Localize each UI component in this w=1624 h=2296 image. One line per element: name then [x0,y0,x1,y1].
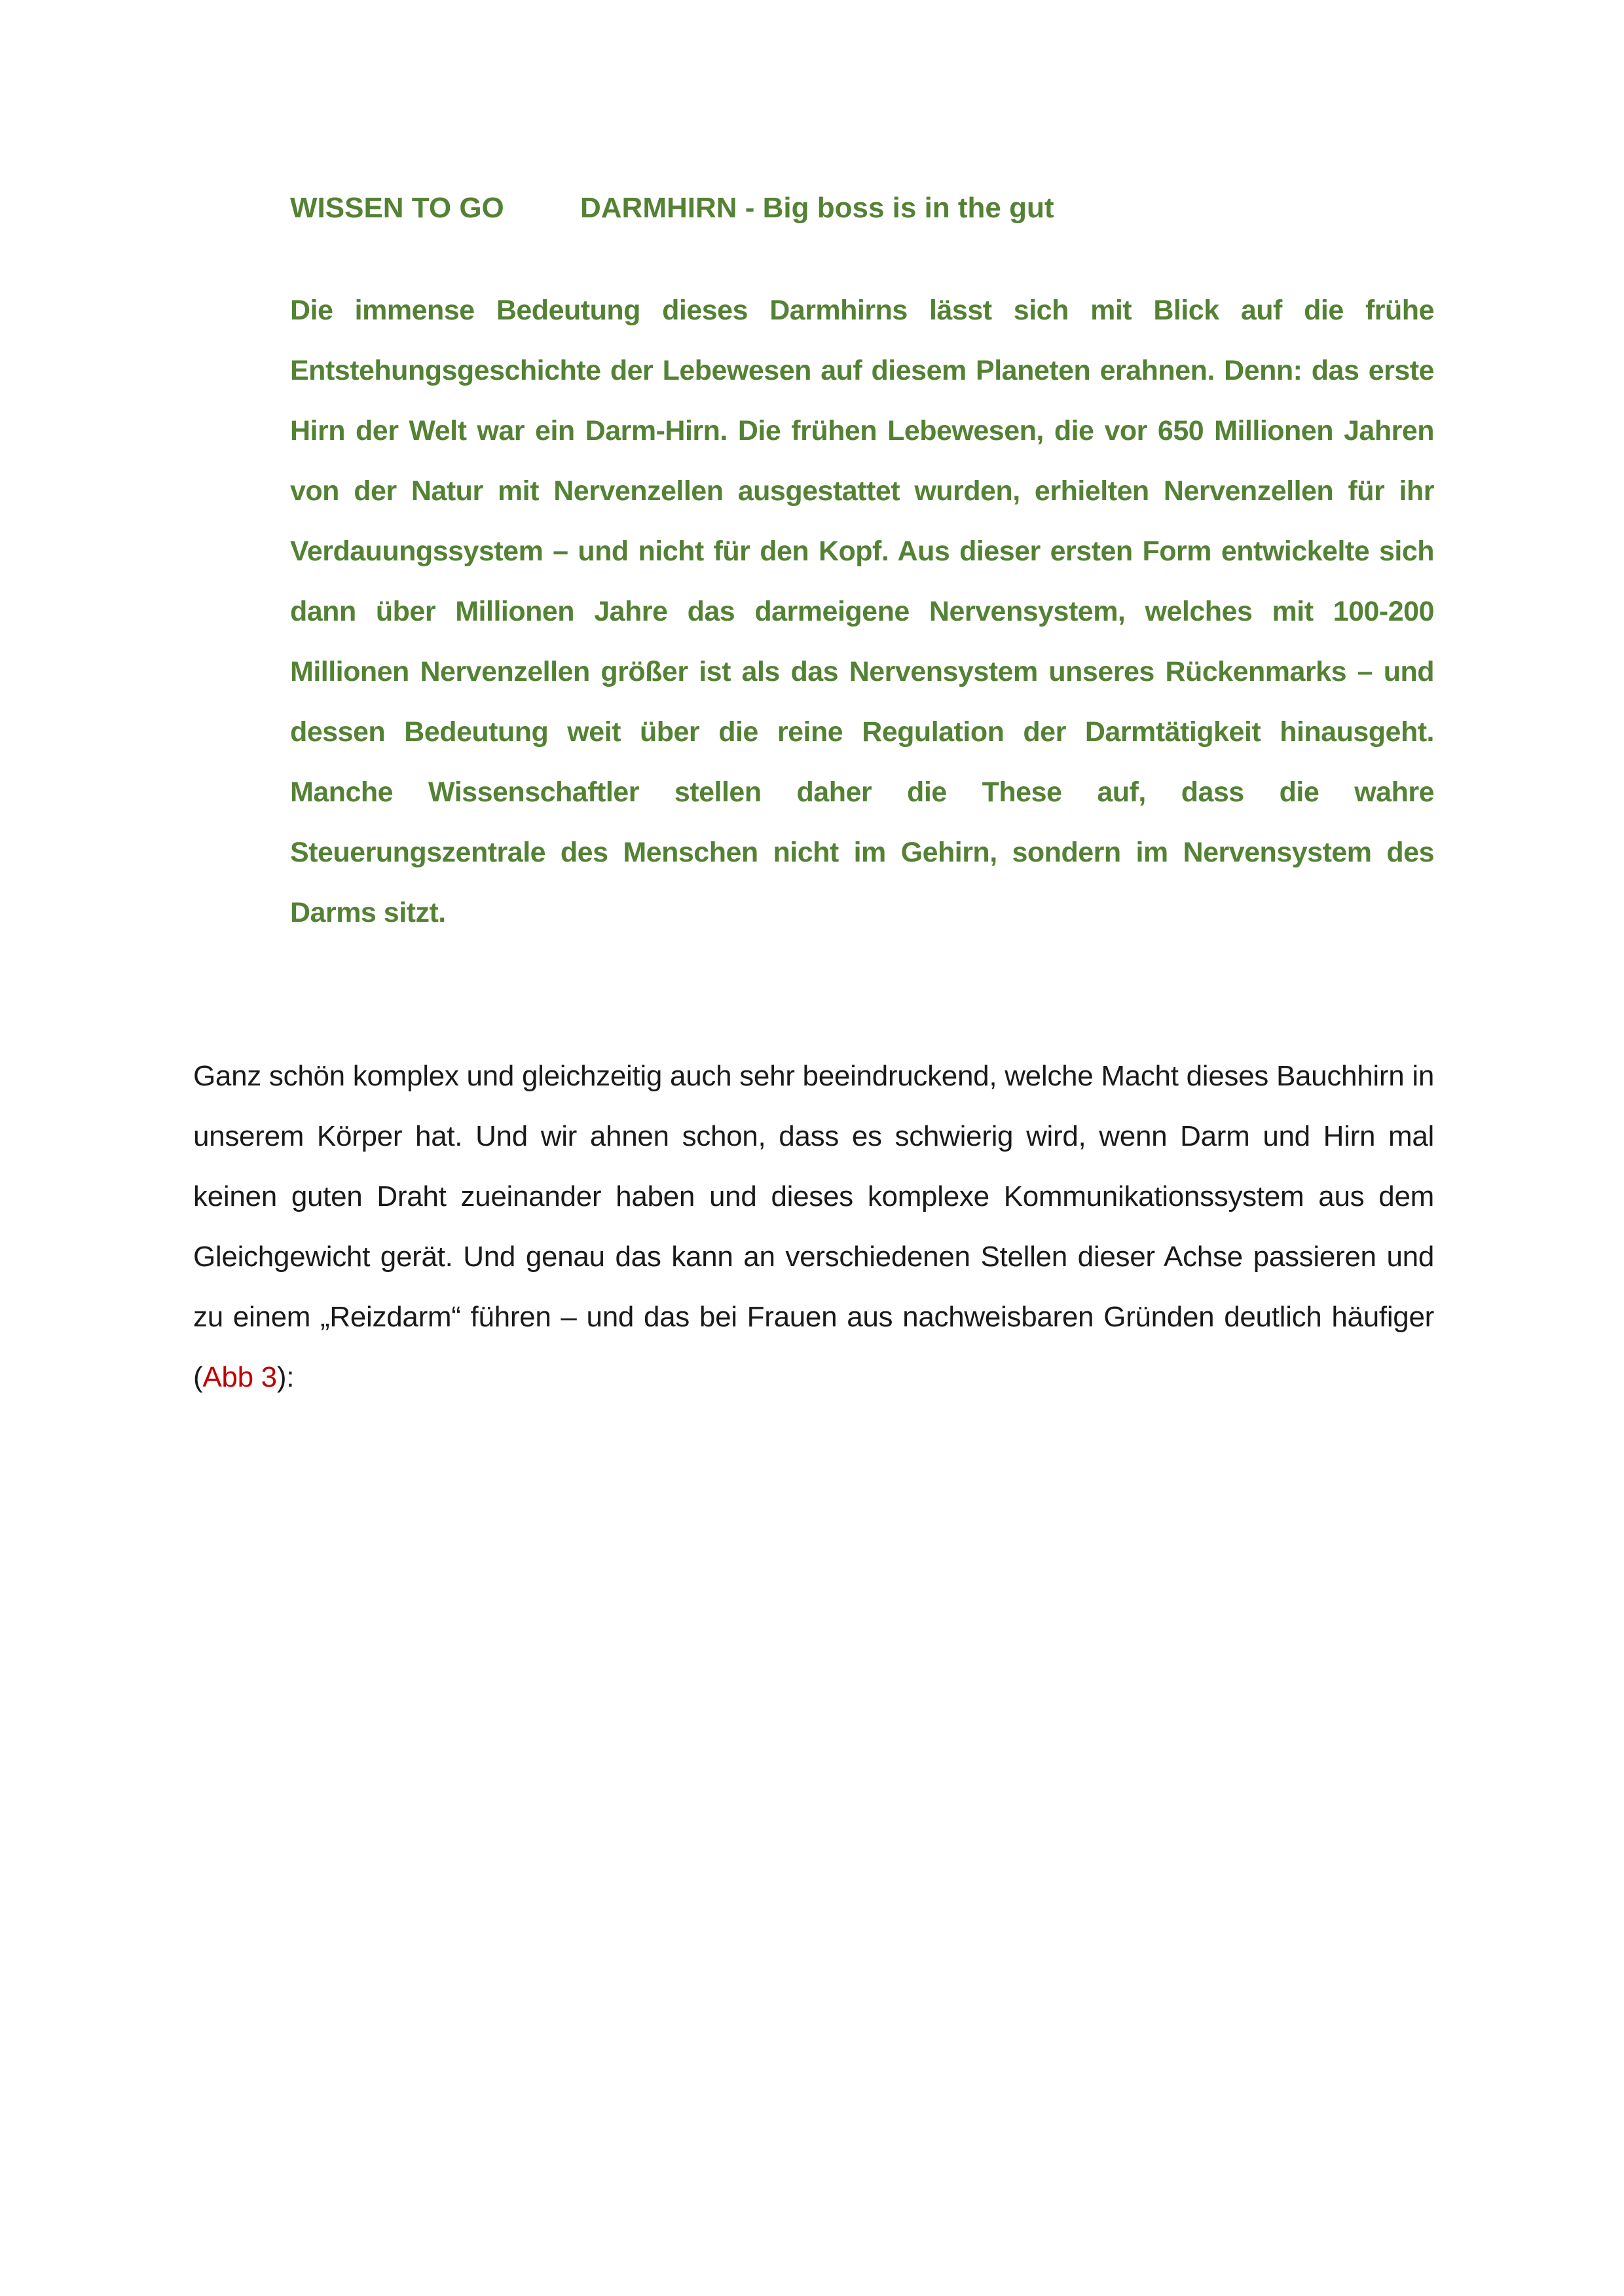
body-paragraph-text: Ganz schön komplex und gleichzeitig auch sehr beeindruckend, welche Macht dieses Bauchhirn in unserem Körper hat. Und wir ahnen schon, dass es schwierig wird, wenn Darm und Hirn mal keinen guten Draht zueinander haben und dieses komplexe Kommunikationssystem aus dem Gleichgewicht gerät. Und genau das kann an verschiedenen Stellen dieser Achse passieren und zu einem „Reizdarm“ führen – und das bei Frauen aus nachweisbaren Gründen deutlich häufiger ( [193,1060,1434,1393]
body-paragraph-end: ): [276,1361,295,1393]
wissen-to-go-box [290,189,1434,943]
infobox-title: DARMHIRN - Big boss is in the gut [580,192,1054,224]
infobox-header [290,189,1434,234]
infobox-label: WISSEN TO GO [290,192,504,224]
body-paragraph [193,1046,1434,1408]
figure-reference-link[interactable]: Abb 3 [202,1361,277,1393]
infobox-body-text: Die immense Bedeutung dieses Darmhirns lässt sich mit Blick auf die frühe Entstehungsgeschichte der Lebewesen auf diesem Planeten erahnen. Denn: das erste Hirn der Welt war ein Darm-Hirn. Die frühen Lebewesen, die vor 650 Millionen Jahren von der Natur mit Nervenzellen ausgestattet wurden, erhielten Nervenzellen für ihr Verdauungssystem – und nicht für den Kopf. Aus dieser ersten Form entwickelte sich dann über Millionen Jahre das darmeigene Nervensystem, welches mit 100-200 Millionen Nervenzellen größer ist als das Nervensystem unseres Rückenmarks – und dessen Bedeutung weit über die reine Regulation der Darmtätigkeit hinausgeht. Manche Wissenschaftler stellen daher die These auf, dass die wahre Steuerungszentrale des Menschen nicht im Gehirn, sondern im Nervensystem des Darms sitzt. [290,295,1434,928]
